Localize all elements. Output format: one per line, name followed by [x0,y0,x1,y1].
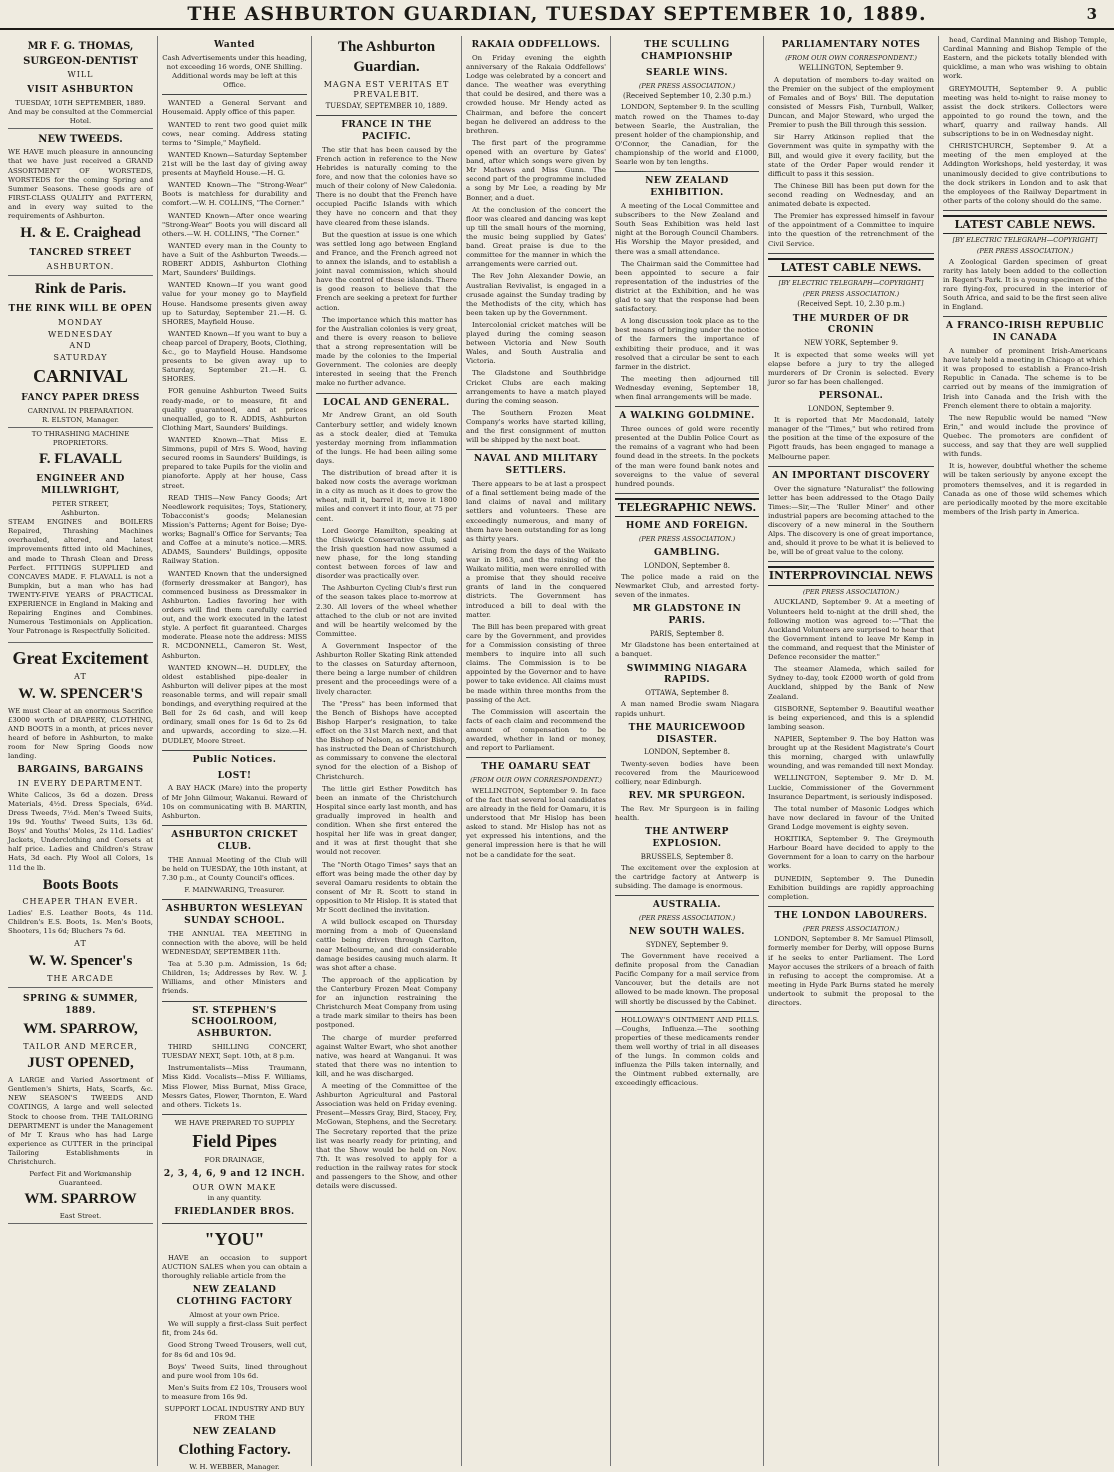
you-clothing: Clothing Factory. [178,1442,291,1459]
tweeds-advert [8,129,153,276]
pipes-make: OUR OWN MAKE [192,1182,277,1192]
sparrow-name: WM. SPARROW, [23,1020,138,1037]
cronin-heading: THE MURDER OF DR CRONIN [792,313,910,336]
divider [162,825,307,826]
wanted-ad: WANTED Known—The "Strong-Wear" Boots is matchless for durability and comfort.—W. H. COLLINS, "The Corner." [162,181,307,208]
mauricewood-date: LONDON, September 8. [644,748,730,757]
pipes-drainage: FOR DRAINAGE, [204,1155,265,1164]
divider [768,253,934,254]
pipes-intro: WE HAVE PREPARED TO SUPPLY [174,1118,295,1127]
spencer-body: WE must Clear at an enormous Sacrifice £3000 worth of DRAPERY, CLOTHING, AND BOOTS in a month, at prices never heard of before in Ashburton, to make room for New Spring Goods now landing. [8,706,153,761]
craighead-name: H. & E. Craighead [20,225,141,242]
holloway-advert: HOLLOWAY'S OINTMENT AND PILLS.—Coughs, Influenza.—The soothing properties of these medicaments render them well worthy of trial in all diseases of the lungs. In common colds and influenza the Pills taken internally, and the Ointment rubbed externally, are exceedingly efficacious. [615,1015,759,1088]
divider [316,393,457,394]
local-paragraph: The distribution of bread after it is baked now costs the average workman in a city as much as it does to grow the wheat, mill it, barrel it, move it 1800 miles and convert it into flour, at 75 per cent. [316,469,457,523]
local-paragraph: The Ashburton Cycling Club's first run of the season takes place to-morrow at 2.30. All lovers of the wheel whether attached to the club or not are invited and will be heartily welcomed by the Committee. [316,584,457,638]
spencer2-at: AT [74,939,87,949]
sculling-heading: THE SCULLING CHAMPIONSHIP [641,40,733,62]
interprovincial-heading: INTERPROVINCIAL NEWS [768,566,934,586]
france-paragraph: But the question at issue is one which was settled long ago between England and France, and the French agreed not to annex the islands, and to establish a joint naval commission, which should have the control of these islands. There is good reason to believe that the French are seeking a pretext for further action. [316,230,457,312]
sparrow-guarantee: Perfect Fit and Workmanship Guaranteed. [29,1170,132,1188]
rink-wednesday: WEDNESDAY [48,329,113,339]
nsw-date: SYDNEY, September 9. [645,940,729,949]
boots-heading: Boots Boots [42,876,119,893]
spurgeon-paragraph: The Rev. Mr Spurgeon is in failing health. [615,804,759,822]
you-item: Good Strong Tweed Trousers, well cut, for 8s 6d and 10s 9d. [162,1341,307,1359]
rink-saturday: SATURDAY [53,352,108,362]
spurgeon-heading: REV. MR SPURGEON. [628,791,746,802]
telegraphic-heading: TELEGRAPHIC NEWS. [615,498,759,518]
parliament-paragraph: The Chinese Bill has been put down for the second reading on Wednesday, and an animated debate is expected. [768,181,934,209]
divider [768,906,934,907]
bargains-sub: IN EVERY DEPARTMENT. [17,779,144,789]
local-paragraph: Mr Andrew Grant, an old South Canterbury settler, and widely known as a stock dealer, died at Temuka yesterday morning from inflammation of the lungs. He had been ailing some days. [316,411,457,465]
spencer2-arcade: THE ARCADE [47,973,114,983]
telegraphic-sub: HOME AND FOREIGN. [625,521,749,532]
dentist-visit: VISIT ASHBURTON [27,84,134,95]
flavall-name: F. FLAVALL [38,451,123,468]
sculling-date: (Received September 10, 2.30 p.m.) [623,92,751,101]
christchurch-paragraph: CHRISTCHURCH, September 9. At a meeting of the men employed at the Addington Workshops, held yesterday, it was unanimously decided to give contributions to the dock strikers in London and to ask that the employees of the Railway Department in other parts of the colony should do the same. [943,142,1107,205]
nsw-heading: NEW SOUTH WALES. [629,926,745,937]
craighead-street: TANCRED STREET [29,247,132,258]
divider [768,561,934,562]
cricket-sign: F. MAINWARING, Treasurer. [184,885,285,894]
rink-monday: MONDAY [58,318,103,328]
divider [615,406,759,407]
france-heading: FRANCE IN THE PACIFIC. [341,119,432,142]
sparrow-street: East Street. [59,1212,102,1221]
local-paragraph: Lord George Hamilton, speaking at the Chiswick Conservative Club, said the Irish question had now assumed a new phase, for the long standing contest between forces of law and disorder was practically over. [316,526,457,581]
pipes-quantity: in any quantity. [207,1194,262,1203]
exhibition-paragraph: A long discussion took place as to the best means of bringing under the notice of the farmers the importance of exhibiting their produce, and it was resolved that a circular be sent to each farmer in the district. [615,317,759,371]
sculling-assoc: (PER PRESS ASSOCIATION.) [638,81,736,90]
sparrow-trade: TAILOR AND MERCER, [23,1041,138,1051]
flavall-trade: ENGINEER AND MILLWRIGHT, [36,474,125,496]
you-price: Almost at your own Price. [189,1311,280,1320]
carnival-dress: FANCY PAPER DRESS [21,393,140,404]
craighead-town: ASHBURTON. [46,261,115,271]
personal-heading: PERSONAL. [818,390,884,401]
divider [768,466,934,467]
oamaru-sub: (FROM OUR OWN CORRESPONDENT.) [470,776,602,785]
rakaia-paragraph: The Southern Frozen Meat Company's works have started killing, and the first consignment of mutton will be shipped by the next boat. [466,408,606,445]
rakaia-paragraph: On Friday evening the eighth anniversary of the Rakaia Oddfellows' Lodge was celebrated by a concert and dance. The weather was everything that could be desired, and there was a crowded house. Mr Hendy acted as Chairman, and before the concert began he delivered an address to the brethren. [466,53,606,135]
parliament-paragraph: The Premier has expressed himself in favour of the appointment of a Committee to inquire into the question of the retrenchment of the Civil Service. [768,212,934,248]
dentist-advert [8,36,153,129]
wanted-ad: FOR genuine Ashburton Tweed Suits ready-made, or to measure, fit and quality guaranteed, and at prices unequalled, go to R. ADDIS, Ashburton Clothing Mart, Saunders' Buildings. [162,387,307,432]
carnival-prep: CARNIVAL IN PREPARATION. [27,406,134,415]
pipes-sizes: 2, 3, 4, 6, 9 and 12 INCH. [163,1168,306,1179]
divider [466,757,606,758]
stephen-heading: ST. STEPHEN'S SCHOOLROOM, ASHBURTON. [191,1005,278,1040]
lost-heading: LOST! [217,770,252,781]
you-nz: NEW ZEALAND [192,1427,277,1438]
flavall-intro: TO THRASHING MACHINE PROPRIETORS. [31,430,130,448]
niagara-paragraph: A man named Brodie swam Niagara rapids unhurt. [615,700,759,718]
local-paragraph: The "Press" has been informed that the Bench of Bishops have accepted Bishop Harper's resignation, to take effect on the 31st March next, and that the Bishop of Nelson, as senior Bishop, has instructed the Dean of Christchurch as commissary to convene the electoral synod for the election of a Bishop of Christchurch. [316,699,457,781]
interprovincial-paragraph: The total number of Masonic Lodges which have now declared in favour of the United Grand Lodge movement is eighty seven. [768,804,934,831]
cable-copyright: [BY ELECTRIC TELEGRAPH—COPYRIGHT] [778,279,924,288]
dentist-name: MR F. G. THOMAS, [27,41,134,52]
interprovincial-paragraph: HOKITIKA, September 9. The Greymouth Harbour Board have decided to apply to the Government for a loan to carry on the harbour works. [768,835,934,871]
local-paragraph: A Government Inspector of the Ashburton Roller Skating Rink attended to the classes on Saturday afternoon, there being a large number of children present and the proceedings were of a lively character. [316,642,457,696]
mauricewood-heading: THE MAURICEWOOD DISASTER. [628,722,746,745]
concert-heading: THIRD SHILLING CONCERT, TUESDAY NEXT, Sept. 10th, at 8 p.m. [162,1043,307,1061]
you-manager: W. H. WEBBER, Manager. [189,1463,280,1471]
column-6 [764,36,939,1466]
you-support: SUPPORT LOCAL INDUSTRY AND BUY FROM THE [164,1405,305,1423]
sparrow-season: SPRING & SUMMER, 1889. [22,994,138,1017]
dentist-venue: And may be consulted at the Commercial Hotel. [8,107,153,126]
sparrow-sign: WM. SPARROW [24,1191,137,1208]
you-factory: NEW ZEALAND CLOTHING FACTORY [176,1285,293,1308]
rink-open: THE RINK WILL BE OPEN [8,304,153,315]
divider [316,115,457,116]
wanted-ad: WANTED Known—If you want good value for your money go to Mayfield House. Handsome presents given away up to Saturday, September 21.—H. G. SHORES, Mayfield House. [162,281,307,326]
sculling-sub: SEARLE WINS. [646,67,728,78]
rakaia-paragraph: The first part of the programme opened with an overture by Gates' band, after which songs were given by Mr Mathews and Miss Gunn. The second part of the programme included a song by Mr Lee, a reading by Mr Bonner, and a duet. [466,138,606,202]
boots-sub: CHEAPER THAN EVER. [22,897,139,907]
cronin-paragraph: It is expected that some weeks will yet elapse before a jury to try the alleged murderers of Dr Cronin is selected. Every juror so far has been challenged. [768,350,934,386]
exhibition-paragraph: The meeting then adjourned till Wednesday evening, September 18, when final arrangements will be made. [615,374,759,402]
gambling-date: LONDON, September 8. [644,561,730,570]
interprovincial-paragraph: GISBORNE, September 9. Beautiful weather is being experienced, and this is a splendid lambing season. [768,704,934,731]
personal-date: LONDON, September 9. [808,404,894,413]
school-tea: Tea at 5.30 p.m. Admission, 1s 6d; Children, 1s; Addresses by Rev. W. J. Williams, and other Ministers and friends. [162,960,307,996]
telegraphic-assoc: (PER PRESS ASSOCIATION.) [638,535,736,544]
antwerp-paragraph: The excitement over the explosion at the cartridge factory at Antwerp is subsiding. The damage is enormous. [615,864,759,891]
dentist-will: WILL [67,70,94,80]
parliament-sub: (FROM OUR OWN CORRESPONDENT.) [785,53,917,62]
naval-paragraph: The Bill has been prepared with great care by the Government, and provides for a Commission consisting of three members to inquire into all such claims. The Commission is to be appointed by the Governor and to have power to take evidence. All claims must be made within three months from the passing of the Act. [466,622,606,704]
antwerp-date: BRUSSELS, September 8. [640,852,734,861]
local-paragraph: The "North Otago Times" says that an effort was being made the other day by several Oamaru residents to obtain the consent of Mr R. Scott to stand in opposition to Mr Hislop. It is stated that Mr Scott declined the invitation. [316,860,457,915]
you-item: Men's Suits from £2 10s, Trousers wool to measure from 16s 9d. [162,1383,307,1401]
sparrow-opened: JUST OPENED, [27,1055,134,1072]
zoo-paragraph: A Zoological Garden specimen of great rarity has lately been added to the collection in Regent's Park. It is a young specimen of the rare flying-fox, procured in the interior of South Africa, and said to be the first seen alive in England. [943,257,1108,312]
antwerp-heading: THE ANTWERP EXPLOSION. [645,827,729,849]
rakaia-paragraph: The Rev John Alexander Dowie, an Australian Revivalist, is engaged in a crusade against the Sunday trading by the Methodists of the city, which has been taken up by the Government. [466,272,606,317]
interprovincial-paragraph: DUNEDIN, September 9. The Dunedin Exhibition buildings are rapidly approaching completion. [768,874,934,901]
cronin-date: NEW YORK, September 9. [804,339,898,348]
column-7 [939,36,1111,1466]
tweeds-heading: NEW TWEEDS. [38,134,123,146]
divider [615,895,759,896]
wanted-ad: WANTED Known—Saturday September 21st will be the last day of giving away presents at Mayfield House.—H. G. [162,150,307,178]
naval-paragraph: Arising from the days of the Waikato war in 1863, and the raising of the Waikato militia, men were enrolled with a promise that they should receive grants of land in the conquered districts. The Government has introduced a bill to deal with the matter. [466,546,606,619]
gladstone-date: PARIS, September 8. [649,630,725,639]
paper-date: TUESDAY, SEPTEMBER 10, 1889. [325,101,448,110]
local-paragraph: The charge of murder preferred against Walter Ewart, who shot another native, was heard at Wanganui. It was stated that there was no intention to kill, and he was discharged. [316,1033,457,1078]
divider [162,1114,307,1115]
concert-body: Instrumentalists—Miss Traumann, Miss Kidd. Vocalists—Miss F. Williams, Miss Flower, Miss Burnat, Miss Grace, Messrs Gates, Flower, Thornton, E. Ward and others. Tickets 1s. [162,1064,307,1109]
carnival-manager: R. ELSTON, Manager. [41,416,120,424]
personal-paragraph: It is reported that Mr Macdonald, lately manager of the "Times," but who retired from the position at the time of the exposure of the Pigott frauds, has been engaged to manage a Melbourne paper. [768,416,934,461]
column-2 [158,36,312,1471]
carnival-heading: CARNIVAL [33,366,128,387]
column-3 [312,36,462,1466]
mauricewood-paragraph: Twenty-seven bodies have been recovered from the Mauricewood colliery, near Edinburgh. [615,759,759,786]
divider [615,1011,759,1012]
masthead [0,0,1114,30]
you-item: We will supply a first-class Suit perfect fit, from 24s 6d. [162,1320,307,1338]
sparrow-body: A LARGE and Varied Assortment of Gentlemen's Shirts, Hats, Scarfs, &c. NEW SEASON'S TWEEDS AND COATINGS, A large and well selected Stock to choose from. THE TAILORING DEPARTMENT is under the Management of Mr T. Kraus who has had Large experience as CUTTER in the principal Tailoring Establishments in Christchurch. [8,1076,153,1167]
you-intro: HAVE an occasion to support AUCTION SALES when you can obtain a thoroughly reliable article from the [162,1254,307,1281]
lost-body: A BAY HACK (Mare) into the property of Mr John Gilmour, Wakanui. Reward of 10s on communicating with B. MARTIN, Ashburton. [162,784,307,820]
local-paragraph: The little girl Esther Powditch has been an inmate of the Christchurch Hospital since early last month, and has gradually improved in health and condition. When she first entered the hospital her life was in great danger, and it was at first thought that she would not recover. [316,784,457,857]
cronin-received: (Received Sept. 10, 2.30 p.m.) [797,300,905,309]
local-paragraph: The approach of the application by the Canterbury Frozen Meat Company for an injunction restraining the Christchurch Meat Company from using a trade mark similar to theirs has been postponed. [316,975,457,1030]
exhibition-heading: NEW ZEALAND EXHIBITION. [645,176,729,199]
australia-heading: AUSTRALIA. [652,900,722,911]
naval-heading: NAVAL AND MILITARY SETTLERS. [474,454,598,477]
divider [162,94,307,95]
flavall-advert [8,428,153,642]
wanted-ad: WANTED every man in the County to have a Suit of the Ashburton Tweeds.—ROBERT ADDIS, Ashburton Clothing Mart, Saunders' Buildings. [162,241,307,278]
oamaru-heading: THE OAMARU SEAT [481,762,591,773]
interprovincial-paragraph: The steamer Alameda, which sailed for Sydney to-day, took £2000 worth of gold from Auckland, shipped by the Bank of New Zealand. [768,665,934,701]
column-5 [611,36,764,1466]
page-number: 3 [1086,5,1098,23]
boots-body: Ladies' E.S. Leather Boots, 4s 11d. Children's E.S. Boots, 1s. Men's Boots, Shooters, 11s 6d; Bluchers 7s 6d. [8,909,153,936]
spencer-advert [8,643,153,989]
divider [162,899,307,900]
greymouth-paragraph: GREYMOUTH, September 9. A public meeting was held to-night to raise money to assist the dock strikers. Collectors were appointed to go round the town, and the wharf, quarry and railway hands. All subscriptions to be in on Wednesday night. [943,84,1107,139]
paper-title: The Ashburton Guardian. [337,39,436,75]
franco-irish-heading: A FRANCO-IRISH REPUBLIC IN CANADA [945,321,1105,344]
divider [466,449,606,450]
strike-paragraph: head, Cardinal Manning and Bishop Temple, Cardinal Manning and Bishop Temple of the Eastern, and the pickets totally blended with quicklime, a man who was wishing to obtain work. [943,36,1107,81]
latest-cable-heading: LATEST CABLE NEWS. [943,215,1107,235]
divider [943,210,1107,211]
wanted-ad: WANTED Known that the undersigned (formerly dressmaker at Bangor), has commenced business as Dressmaker in Ashburton. Ladies favoring her with orders will find them carefully carried out, and the work executed in the latest style. A perfect fit guaranteed. Charges moderate. Please note the address: MISS R. MCDONNELL, Cameron St. West, Ashburton. [162,569,307,660]
sculling-paragraph: LONDON, September 9. In the sculling match rowed on the Thames to-day between Searle, the Australian, the present holder of the championship, and O'Connor, the Canadian, for the championship of the world and £1000, Searle won by ten lengths. [615,103,759,167]
cricket-heading: ASHBURTON CRICKET CLUB. [171,829,298,852]
paper-motto: MAGNA EST VERITAS ET PREVALEBIT. [323,79,450,100]
sparrow-advert [8,988,153,1224]
interprovincial-paragraph: AUCKLAND, September 9. At a meeting of Volunteers held to-night at the drill shed, the following motion was agreed to:—"That the Auckland Volunteers are surprised to hear that the Government intend to leave Mr Kemp in the command, and request that the Minister of Defence reconsider the matter." [768,598,934,662]
parliament-paragraph: Sir Harry Atkinson replied that the Government was quite in sympathy with the Bill, and would give it every facility, but the state of the Order Paper would render it difficult to pass it this session. [768,133,934,178]
discovery-paragraph: Over the signature "Naturalist" the following letter has been addressed to the Otago Daily Times:—Sir,—The 'Ruller Miner' and other industrial papers are becoming attached to the discovery of a new mineral in the Southern Alps. The discovery is one of great importance, and, should it prove to be what it is believed to be, will be of great value to the colony. [768,484,934,557]
divider [943,316,1107,317]
wanted-heading: Wanted [214,40,255,50]
interprovincial-assoc: (PER PRESS ASSOCIATION.) [802,587,900,596]
cable-heading: LATEST CABLE NEWS. [768,258,934,278]
local-paragraph: A wild bullock escaped on Thursday morning from a mob of Queensland cattle being driven through Carlton, near Melbourne, and did considerable damage besides causing much alarm. It was shot after a chase. [316,918,457,972]
local-heading: LOCAL AND GENERAL. [323,397,450,408]
wanted-ad: WANTED a General Servant and Housemaid. Apply office of this paper. [162,99,307,117]
local-paragraph: A meeting of the Committee of the Ashburton Agricultural and Pastoral Association was held on Friday evening. Present—Messrs Gray, Bird, Stacey, Fry, McGowan, Stephens, and the Secretary. The Secretary reported that the prize list was nearly ready for printing, and that the Show would be held on Nov. 7th. It was resolved to apply for a reduction in the railway rates for stock and passengers to the Show, and other details were discussed. [316,1082,457,1191]
masthead-title: THE ASHBURTON GUARDIAN, TUESDAY SEPTEMBER 10, 1889. [187,3,927,25]
divider [162,750,307,751]
dentist-title: SURGEON-DENTIST [23,56,138,68]
divider [615,171,759,172]
discovery-heading: AN IMPORTANT DISCOVERY [772,470,930,481]
spencer2-name: W. W. Spencer's [28,952,133,969]
franco-irish-paragraph: It is, however, doubtful whether the scheme will be taken seriously by anyone except the promoters themselves, and it is regarded in Canada as one of those wild schemes which are periodically mooted by the more excitable members of the Irish party in America. [943,462,1107,516]
flavall-town: Ashburton. [61,508,100,517]
london-assoc: (PER PRESS ASSOCIATION.) [802,924,900,933]
flavall-body: STEAM ENGINES and BOILERS Repaired, Thrashing Machines overhauled, altered, and latest improvements fitted into old Machines, and made to Thrash Clean and Dress Perfect. FITTINGS SUPPLIED and CONCAVES MADE. F. FLAVALL is not a Bumpkin, but a man who has had TWENTY-FIVE YEARS of PRACTICAL EXPERIENCE in England in Making and Repairing Engines and Combines. Numerous Testimonials on Application. Your Patronage is Respectfully Solicited. [8,518,153,636]
cricket-body: THE Annual Meeting of the Club will be held on TUESDAY, the 10th instant, at 7.30 p.m., at County Council's offices. [162,855,307,882]
wanted-ad: WANTED KNOWN—H. DUDLEY, the oldest established pipe-dealer in Ashburton will deliver pipes at the most reasonable terms, and will repair small bondings, and everything required at the Bell for 2s 6d cash, and will keep ordinary, small ones for 1s 6d to 2s 6d and upwards, according to size.—H. DUDLEY, Moore Street. [162,663,307,745]
parliament-paragraph: A deputation of members to-day waited on the Premier on the subject of the employment of Females and of Boys' Bill. The deputation consisted of Messrs Fish, Turnbull, Walker, Duncan, and Major Steward, who urged the Premier to push the Bill through this session. [768,75,934,130]
dentist-date: TUESDAY, 10TH SEPTEMBER, 1889. [15,98,146,107]
divider [162,1223,307,1224]
exhibition-paragraph: The Chairman said the Committee had been appointed to secure a fair representation of the industries of the district at the Exhibition, and he was glad to say that the response had been satisfactory. [615,259,759,314]
column-4 [462,36,611,1466]
gambling-heading: GAMBLING. [653,547,720,558]
niagara-date: OTTAWA, September 8. [645,689,729,698]
pipes-heading: Field Pipes [192,1131,277,1152]
latest-cable-assoc: (PER PRESS ASSOCIATION.) [976,247,1074,256]
gladstone-heading: MR GLADSTONE IN PARIS. [632,604,742,627]
bargains-body: White Calicos, 3s 6d a dozen. Dress Materials, 4½d. Dress Specials, 6¾d. Dress Tweeds, 7½d. Men's Tweed Suits, 19s 9d. Youths' Tweed Suits, 13s 6d. Boys' and Youths' Moles, 2s 11d. Ladies' Jackets, Underclothing and Corsets at half price. Ladies and Children's Straw Hats, 3d each. Ply Wool all Colors, 1s 11d the lb. [8,790,153,872]
rakaia-heading: RAKAIA ODDFELLOWS. [471,40,601,50]
oamaru-paragraph: WELLINGTON, September 9. In face of the fact that several local candidates are already in the field for Oamaru, it is understood that Mr Hislop has been asked to stand. Mr Hislop has not as yet expressed his intentions, and the general impression here is that he will not be a candidate for the seat. [466,786,606,859]
divider [162,1001,307,1002]
exhibition-paragraph: A meeting of the Local Committee and subscribers to the New Zealand and South Seas Exhibition was held last night at the Borough Council Chambers. His Worship the Mayor presided, and there was a small attendance. [615,201,759,256]
wanted-ad: WANTED Known—If you want to buy a cheap parcel of Drapery, Boots, Clothing, &c., go to Mayfield House. Handsome presents to be given away up to Saturday, September 21.—H. G. SHORES. [162,329,307,384]
franco-irish-paragraph: A number of prominent Irish-Americans have lately held a meeting in Chicago at which it was proposed to establish a Franco-Irish Republic in Canada. The scheme is to be carried out by means of the immigration of Irish into Canada and the Irish with the French element there to obtain a majority. [943,347,1107,410]
divider [615,493,759,494]
parliament-heading: PARLIAMENTARY NOTES [781,40,921,50]
naval-paragraph: The Commission will ascertain the facts of each claim and recommend the amount of compensation to be awarded, whether in land or money, and report to Parliament. [466,707,606,753]
rakaia-paragraph: At the conclusion of the concert the floor was cleared and dancing was kept up till the small hours of the morning, the music being supplied by Gates' band. Great praise is due to the committee for the manner in which the arrangements were carried out. [466,205,606,269]
school-body: THE ANNUAL TEA MEETING in connection with the above, will be held WEDNESDAY, SEPTEMBER 11th. [162,929,307,956]
goldmine-paragraph: Three ounces of gold were recently presented at the Dublin Police Court as the remains of a vagrant who had been found dead in the streets. In the pockets of the man were found bank notes and sovereigns to the value of several hundred pounds. [615,425,759,488]
nsw-paragraph: The Government have received a definite proposal from the Canadian Pacific Company for a mail service from Vancouver, but the details are not allowed to be made known. The proposal will shortly be discussed by the Cabinet. [615,951,759,1006]
rakaia-paragraph: The Gladstone and Southbridge Cricket Clubs are each making arrangements to have a match played during the coming season. [466,369,606,405]
australia-assoc: (PER PRESS ASSOCIATION.) [638,914,736,923]
flavall-street: PETER STREET, [51,499,109,508]
tweeds-body: WE HAVE much pleasure in announcing that we have just received a GRAND ASSORTMENT OF WORSTEDS, WORSTEDS for the coming Spring and Summer Seasons. These goods are of FIRST-CLASS QUALITY and PATTERN, and in every way suited to the requirements of Ashburton. [8,148,153,221]
rink-heading: Rink de Paris. [34,281,127,298]
bargains-heading: BARGAINS, BARGAINS [17,765,144,776]
franco-irish-paragraph: The new Republic would be named "New Erin," and would include the province of Quebec. The promoters are confident of success, and say that they are well supplied with funds. [943,413,1107,459]
gladstone-paragraph: Mr Gladstone has been entertained at a banquet. [615,641,759,659]
wanted-ad: READ THIS—New Fancy Goods; Art Needlework requisites; Toys, Stationery, Tobacconist's goods; Melanesian Mission's Patterns; Agent for Boise; Dye-works; Bagnall's Office for Servants; Tea and Coffee at a minute's notice.—MRS. ADAMS, Saunders' Buildings, opposite Railway Station. [162,493,307,566]
parliament-date: WELLINGTON, September 9. [798,64,904,73]
naval-paragraph: There appears to be at last a prospect of a final settlement being made of the land claims of naval and military settlers and volunteers. These are exceedingly numerous, and many of them have been outstanding for as long as thirty years. [466,480,606,543]
france-paragraph: The stir that has been caused by the French action in reference to the New Hebrides is naturally coming to the fore, and now that the colonies have so much of their colony of New Caledonia. There is no doubt that the French have occupied Pacific Islands with which they have no concern and that they have cleared from these islands. [316,145,457,227]
goldmine-heading: A WALKING GOLDMINE. [619,411,755,422]
rakaia-paragraph: Intercolonial cricket matches will be played during the coming season between Victoria and New South Wales, and South Australia and Victoria. [466,320,606,366]
interprovincial-paragraph: WELLINGTON, September 9. Mr D. M. Luckie, Commissioner of the Government Insurance Department, is seriously indisposed. [768,774,934,801]
rink-advert [8,276,153,428]
france-paragraph: The importance which this matter has for the Australian colonies is very great, and there is every reason to believe that a strong representation will be made by the colonies to the Imperial Government. The colonies are deeply interested in seeing that the French make no further advance. [316,315,457,388]
public-notices-heading: Public Notices. [192,754,277,765]
wanted-ad: WANTED to rent two good quiet milk cows, near coming. Address stating terms to "Simple," Mayfield. [162,120,307,147]
spencer-at: AT [74,672,87,682]
you-heading: "YOU" [204,1229,265,1250]
wanted-ad: WANTED Known—After once wearing "Strong-Wear" Boots you will discard all others.—W. H. COLLINS, "The Corner." [162,211,307,238]
latest-cable-copyright: [BY ELECTRIC TELEGRAPH—COPYRIGHT] [952,236,1098,245]
wanted-ad: WANTED Known—That Miss E. Simmons, pupil of Mrs S. Wood, having secured rooms in Saunders' Buildings, is prepared to take Pupils for the violin and pianoforte. Apply at her house, Cass street. [162,436,307,490]
column-1 [4,36,158,1466]
interprovincial-paragraph: NAPIER, September 9. The boy Hatton was brought up at the Resident Magistrate's Court this morning, charged with unlawfully wounding, and was remanded till next Monday. [768,735,934,771]
niagara-heading: SWIMMING NIAGARA RAPIDS. [626,663,748,686]
london-paragraph: LONDON, September 8. Mr Samuel Plimsoll, formerly member for Derby, will oppose Burns if he seeks to enter Parliament. The Lord Mayor accuses the strikers of a breach of faith in refusing to accept the compromise. At a meeting in Hyde Park Burns stated he merely undertook to submit the proposal to the directors. [768,935,934,1008]
wanted-terms: Cash Advertisements under this heading, not exceeding 16 words, ONE Shilling. Additional words may be left at this Office. [162,53,307,90]
you-item: Boys' Tweed Suits, lined throughout and pure wool from 10s 6d. [162,1362,307,1380]
school-heading: ASHBURTON WESLEYAN SUNDAY SCHOOL. [165,904,304,926]
london-heading: THE LONDON LABOURERS. [774,910,928,921]
pipes-sign: FRIEDLANDER BROS. [174,1207,295,1218]
cable-assoc: (PER PRESS ASSOCIATION.) [802,289,900,298]
gambling-paragraph: The police made a raid on the Newmarket Club, and arrested forty-seven of the inmates. [615,572,759,600]
rink-and: AND [69,341,92,351]
spencer-name: W. W. SPENCER'S [18,685,143,702]
spencer-excitement: Great Excitement [12,647,149,668]
